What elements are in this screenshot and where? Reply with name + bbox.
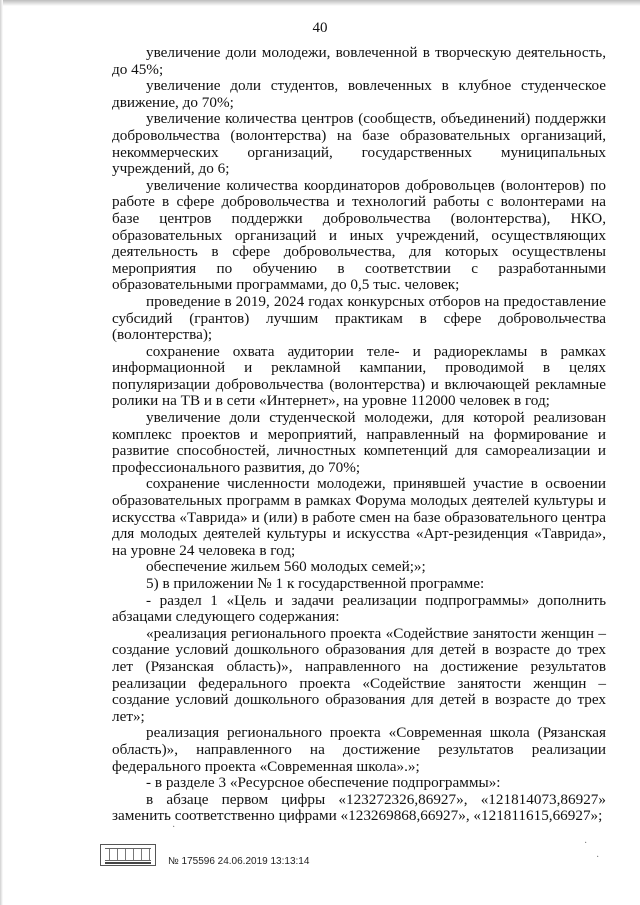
paragraph: «реализация регионального проекта «Содействие занятости женщин – создание условий дошкольного образования для детей в возрасте до трех лет (Рязанская область)», направленного на достижение результатов реализации федерального проекта «Содействие занятости женщин – создание условий дошкольного образования для детей в возрасте до трех лет»;	[112, 624, 606, 725]
page-number: 40	[312, 20, 328, 36]
paragraph: - в разделе 3 «Ресурсное обеспечение подпрограммы»:	[146, 774, 501, 792]
paragraph: 5) в приложении № 1 к государственной программе:	[146, 575, 485, 592]
document-registration-stamp-icon	[100, 844, 156, 866]
paragraph: увеличение доли студенческой молодежи, для которой реализован комплекс проектов и мероприятий, направленный на формирование и развитие способностей, личностных компетенций для самореализации и профессионального развития, до 70%;	[112, 409, 606, 476]
scan-edge-left	[0, 0, 3, 905]
registration-stamp-text: № 175596 24.06.2019 13:13:14	[168, 856, 310, 867]
document-body	[112, 45, 606, 825]
paragraph: проведение в 2019, 2024 годах конкурсных отборов на предоставление субсидий (грантов) лучшим практикам в сфере добровольчества (волонтерства);	[112, 292, 606, 344]
scan-speck: ·	[596, 852, 600, 863]
paragraph: в абзаце первом цифры «123272326,86927», «121814073,86927» заменить соответственно цифрами «123269868,66927», «121811615,66927»;	[112, 790, 606, 825]
scan-edge-top	[0, 0, 640, 6]
paragraph: реализация регионального проекта «Современная школа (Рязанская область)», направленного на достижение результатов реализации федерального проекта «Современная школа».»;	[112, 724, 606, 775]
paragraph: обеспечение жильем 560 молодых семей;»;	[146, 558, 426, 576]
scan-speck: ·	[584, 838, 588, 849]
paragraph: сохранение охвата аудитории теле- и радиорекламы в рамках информационной и рекламной кампании, проводимой в целях популяризации добровольчества (волонтерства) и включающей рекламные ролики на ТВ и в сети «Интернет», на уровне 112000 человек в год;	[112, 342, 606, 410]
paragraph: сохранение численности молодежи, принявшей участие в освоении образовательных программ в рамках Форума молодых деятелей культуры и искусства «Таврида» и (или) в работе смен на базе образовательного центра для молодых деятелей культуры и искусства «Арт-резиденция «Таврида», на уровне 24 человека в год;	[112, 475, 606, 559]
paragraph: - раздел 1 «Цель и задачи реализации подпрограммы» дополнить абзацами следующего содержания:	[112, 591, 606, 626]
scan-speck: ·	[172, 822, 176, 833]
paragraph: увеличение доли студентов, вовлеченных в клубное студенческое движение, до 70%;	[112, 77, 606, 111]
paragraph: увеличение доли молодежи, вовлеченной в творческую деятельность, до 45%;	[112, 44, 606, 78]
paragraph: увеличение количества координаторов добровольцев (волонтеров) по работе в сфере добровольчества и технологий работы с волонтерами на базе центров поддержки добровольчества (волонтерства), НКО, образовательных организаций и иных учреждений, осуществляющих деятельность в сфере добровольчества, для которых осуществлены мероприятия по обучению в соответствии с разработанными образовательными программами, до 0,5 тыс. человек;	[112, 176, 606, 294]
registration-footer	[100, 822, 600, 876]
paragraph: увеличение количества центров (сообществ, объединений) поддержки добровольчества (волонтерства) на базе образовательных организаций, некоммерческих организаций, государственных муниципальных учреждений, до 6;	[112, 110, 606, 178]
